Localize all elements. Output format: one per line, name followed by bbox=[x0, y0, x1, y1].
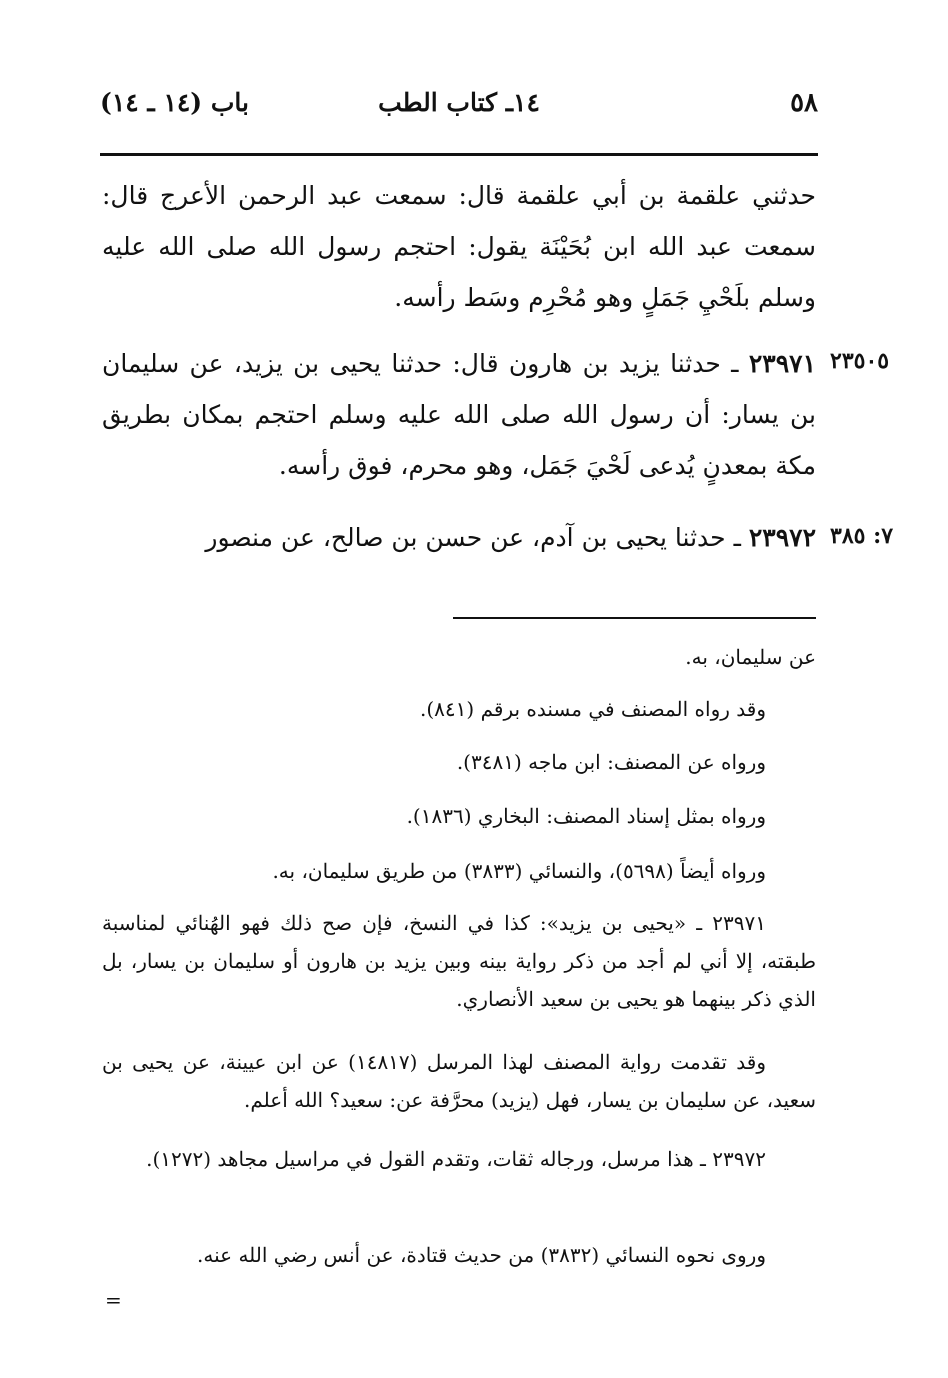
hadith-entry bbox=[102, 338, 816, 491]
footnote-line: وقد رواه المصنف في مسنده برقم (٨٤١). bbox=[420, 697, 766, 721]
header-rule bbox=[100, 153, 818, 156]
hadith-text: ـ حدثنا يحيى بن آدم، عن حسن بن صالح، عن منصور bbox=[205, 523, 749, 552]
hadith-entry bbox=[102, 512, 816, 563]
continuation-mark: = bbox=[105, 1288, 122, 1312]
footnote-line: ورواه بمثل إسناد المصنف: البخاري (١٨٣٦). bbox=[406, 804, 766, 828]
book-title: ١٤ـ كتاب الطب bbox=[378, 88, 540, 117]
footnote-paragraph: ٢٣٩٧٢ ـ هذا مرسل، ورجاله ثقات، وتقدم القول في مراسيل مجاهد (١٢٧٢). bbox=[146, 1147, 766, 1171]
hadith-number: ٢٣٩٧٢ bbox=[748, 523, 816, 552]
margin-reference: ٧: ٣٨٥ bbox=[830, 523, 894, 549]
margin-reference: ٢٣٥٠٥ bbox=[830, 348, 890, 374]
hadith-paragraph bbox=[102, 338, 816, 491]
footnote-line: عن سليمان، به. bbox=[685, 645, 816, 669]
hadith-paragraph bbox=[102, 512, 816, 563]
footnote-paragraph: ٢٣٩٧١ ـ «يحيى بن يزيد»: كذا في النسخ، فإن صح ذلك فهو الهُنائي لمناسبة طبقته، إلا أني لم أجد من ذكر رواية بينه وبين يزيد بن هارون أو سليمان بن يسار، بل الذي ذكر بينهما هو يحيى بن سعيد الأنصاري. bbox=[102, 911, 816, 1011]
running-header bbox=[100, 88, 818, 128]
chapter-label: باب (١٤ ـ ١٤) bbox=[100, 88, 249, 117]
footnote-line: ورواه عن المصنف: ابن ماجه (٣٤٨١). bbox=[456, 750, 766, 774]
footnote-line: ورواه أيضاً (٥٦٩٨)، والنسائي (٣٨٣٣) من طريق سليمان، به. bbox=[272, 859, 766, 883]
footnote-line: وروى نحوه النسائي (٣٨٣٢) من حديث قتادة، عن أنس رضي الله عنه. bbox=[197, 1243, 766, 1267]
continuation-paragraph: حدثني علقمة بن أبي علقمة قال: سمعت عبد الرحمن الأعرج قال: سمعت عبد الله ابن بُحَيْنَة يقول: احتجم رسول الله صلى الله عليه وسلم بلَحْيِ جَمَلٍ وهو مُحْرِم وسَط رأسه. bbox=[102, 181, 816, 312]
hadith-number: ٢٣٩٧١ bbox=[748, 349, 816, 378]
hadith-text: ـ حدثنا يزيد بن هارون قال: حدثنا يحيى بن يزيد، عن سليمان بن يسار: أن رسول الله صلى الله عليه وسلم احتجم بمكان بطريق مكة بمعدنٍ يُدعى لَحْيَ جَمَل، وهو محرم، فوق رأسه. bbox=[102, 349, 816, 480]
page-number: ٥٨ bbox=[790, 88, 818, 118]
footnote-separator bbox=[453, 617, 816, 619]
footnote-paragraph: وقد تقدمت رواية المصنف لهذا المرسل (١٤٨١٧) عن ابن عيينة، عن يحيى بن سعيد، عن سليمان بن يسار، فهل (يزيد) محرَّفة عن: سعيد؟ الله أعلم. bbox=[102, 1050, 816, 1112]
